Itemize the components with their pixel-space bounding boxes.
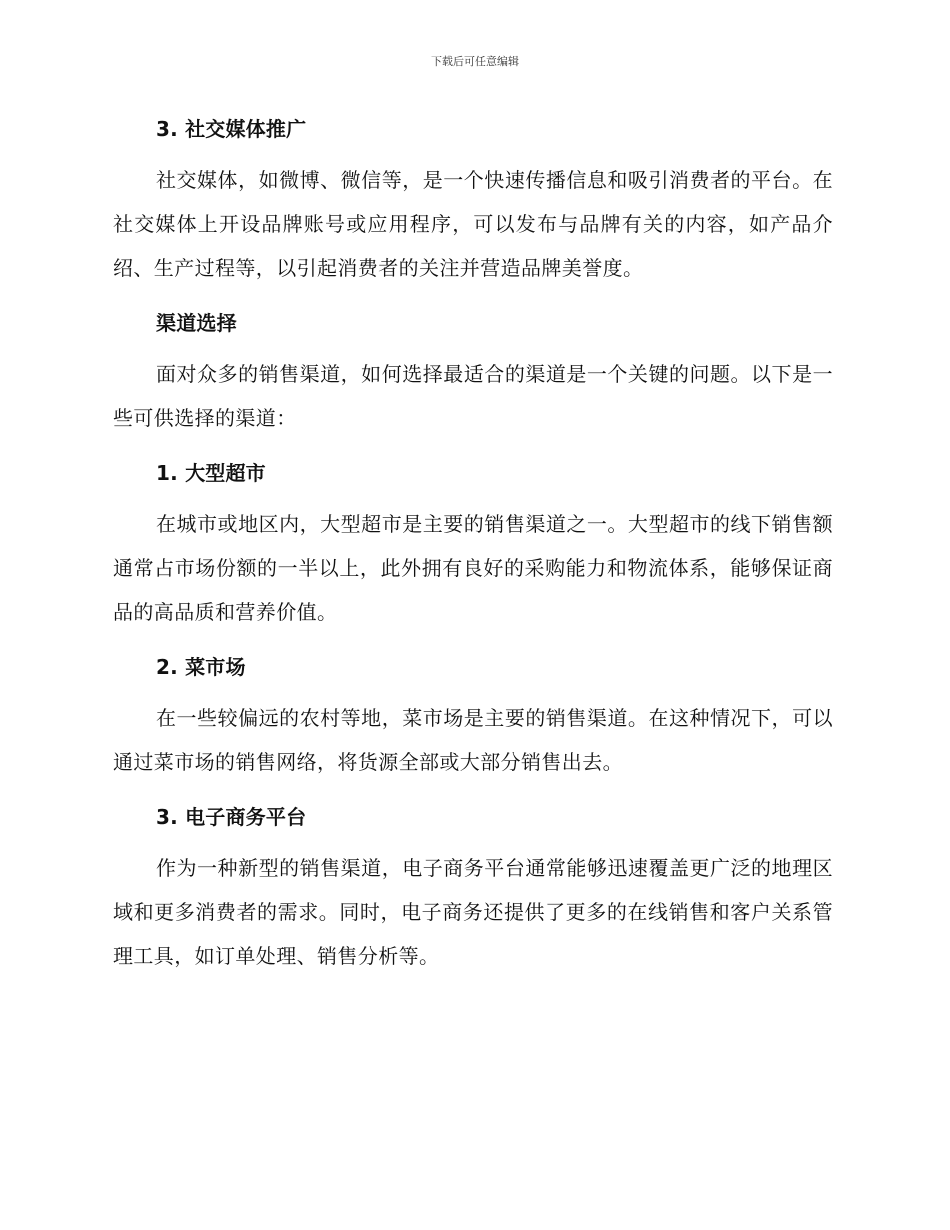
section-heading: 3. 电子商务平台 — [156, 805, 307, 829]
document-content — [113, 112, 833, 994]
paragraph-block — [113, 696, 833, 784]
section-heading: 3. 社交媒体推广 — [156, 117, 307, 141]
section-heading: 1. 大型超市 — [156, 461, 266, 485]
body-paragraph: 面对众多的销售渠道，如何选择最适合的渠道是一个关键的问题。以下是一些可供选择的渠道： — [113, 362, 833, 430]
section-heading-block — [113, 306, 833, 340]
section-heading-block — [113, 650, 833, 684]
body-paragraph: 在城市或地区内，大型超市是主要的销售渠道之一。大型超市的线下销售额通常占市场份额的一半以上，此外拥有良好的采购能力和物流体系，能够保证商品的高品质和营养价值。 — [113, 512, 833, 624]
section-heading-block — [113, 456, 833, 490]
section-heading-block — [113, 112, 833, 146]
paragraph-block — [113, 158, 833, 290]
section-heading-block — [113, 800, 833, 834]
body-paragraph: 作为一种新型的销售渠道，电子商务平台通常能够迅速覆盖更广泛的地理区域和更多消费者的需求。同时，电子商务还提供了更多的在线销售和客户关系管理工具，如订单处理、销售分析等。 — [113, 856, 833, 968]
body-paragraph: 在一些较偏远的农村等地，菜市场是主要的销售渠道。在这种情况下，可以通过菜市场的销售网络，将货源全部或大部分销售出去。 — [113, 706, 833, 774]
body-paragraph: 社交媒体，如微博、微信等，是一个快速传播信息和吸引消费者的平台。在社交媒体上开设品牌账号或应用程序，可以发布与品牌有关的内容，如产品介绍、生产过程等，以引起消费者的关注并营造品牌美誉度。 — [113, 168, 833, 280]
page-header-note: 下载后可任意编辑 — [431, 55, 519, 68]
paragraph-block — [113, 502, 833, 634]
paragraph-block — [113, 352, 833, 440]
section-heading: 2. 菜市场 — [156, 655, 246, 679]
paragraph-block — [113, 846, 833, 978]
section-heading: 渠道选择 — [156, 311, 237, 335]
